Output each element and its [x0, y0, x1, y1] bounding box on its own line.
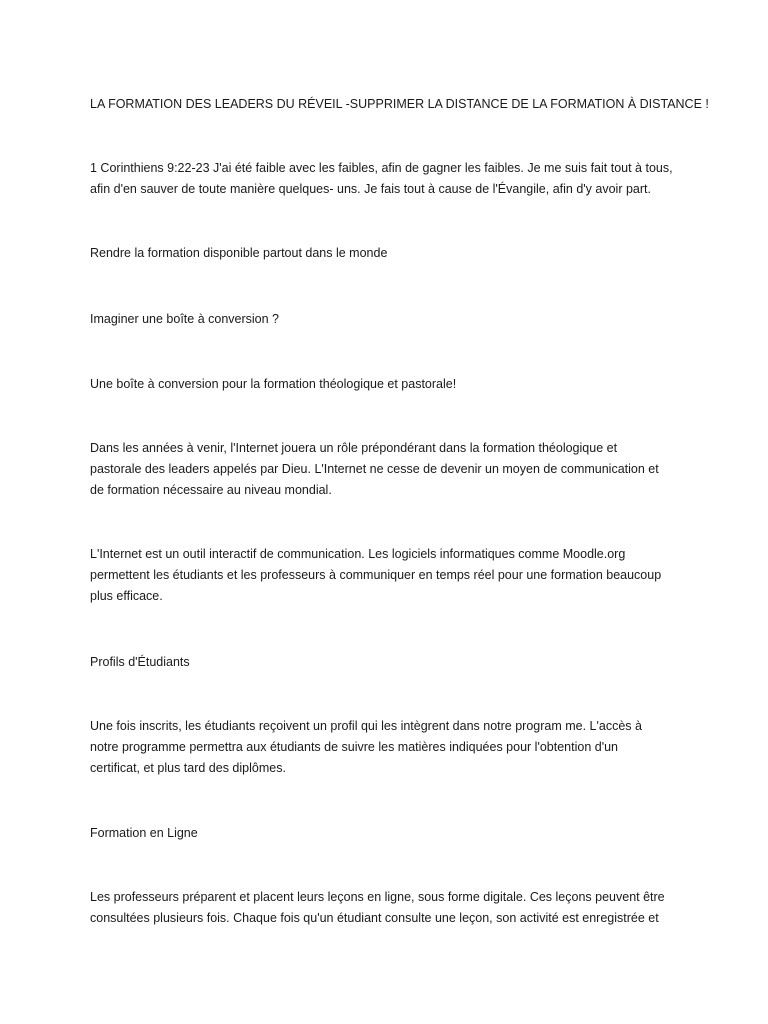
line-imagine-text: Imaginer une boîte à conversion ? [90, 312, 280, 326]
paragraph-line: L'Internet est un outil interactif de communication. Les logiciels informatiques comme Moodle.org [90, 547, 626, 561]
line-imagine [90, 309, 690, 330]
line-available [90, 243, 690, 264]
online-paragraph [90, 887, 690, 929]
heading-profiles [90, 652, 690, 673]
line-box [90, 374, 690, 395]
paragraph-line: Les professeurs préparent et placent leurs leçons en ligne, sous forme digitale. Ces leçons peuvent être [90, 890, 665, 904]
paragraph-line: notre programme permettra aux étudiants de suivre les matières indiquées pour l'obtention d'un [90, 740, 618, 754]
paragraph-line: de formation nécessaire au niveau mondial. [90, 483, 332, 497]
document-title [90, 94, 709, 115]
heading-online [90, 823, 690, 844]
verse-paragraph [90, 158, 690, 200]
paragraph-line: certificat, et plus tard des diplômes. [90, 761, 286, 775]
internet-role-paragraph [90, 438, 690, 501]
interactive-paragraph [90, 544, 690, 607]
verse-line: afin d'en sauver de toute manière quelques- uns. Je fais tout à cause de l'Évangile, afin d'y avoir part. [90, 182, 651, 196]
profiles-paragraph [90, 716, 690, 779]
heading-online-text: Formation en Ligne [90, 826, 198, 840]
paragraph-line: consultées plusieurs fois. Chaque fois qu'un étudiant consulte une leçon, son activité est enregistrée et [90, 911, 659, 925]
paragraph-line: pastorale des leaders appelés par Dieu. L'Internet ne cesse de devenir un moyen de communication et [90, 462, 659, 476]
paragraph-line: Dans les années à venir, l'Internet jouera un rôle prépondérant dans la formation théologique et [90, 441, 618, 455]
line-available-text: Rendre la formation disponible partout dans le monde [90, 246, 388, 260]
verse-line: 1 Corinthiens 9:22-23 J'ai été faible avec les faibles, afin de gagner les faibles. Je me suis fait tout à tous, [90, 161, 673, 175]
line-box-text: Une boîte à conversion pour la formation théologique et pastorale! [90, 377, 457, 391]
paragraph-line: Une fois inscrits, les étudiants reçoivent un profil qui les intègrent dans notre program me. L'accès à [90, 719, 642, 733]
heading-profiles-text: Profils d'Étudiants [90, 655, 190, 669]
paragraph-line: permettent les étudiants et les professeurs à communiquer en temps réel pour une formation beaucoup [90, 568, 662, 582]
paragraph-line: plus efficace. [90, 589, 163, 603]
document-title-text: LA FORMATION DES LEADERS DU RÉVEIL -SUPPRIMER LA DISTANCE DE LA FORMATION À DISTANCE ! [90, 97, 709, 111]
